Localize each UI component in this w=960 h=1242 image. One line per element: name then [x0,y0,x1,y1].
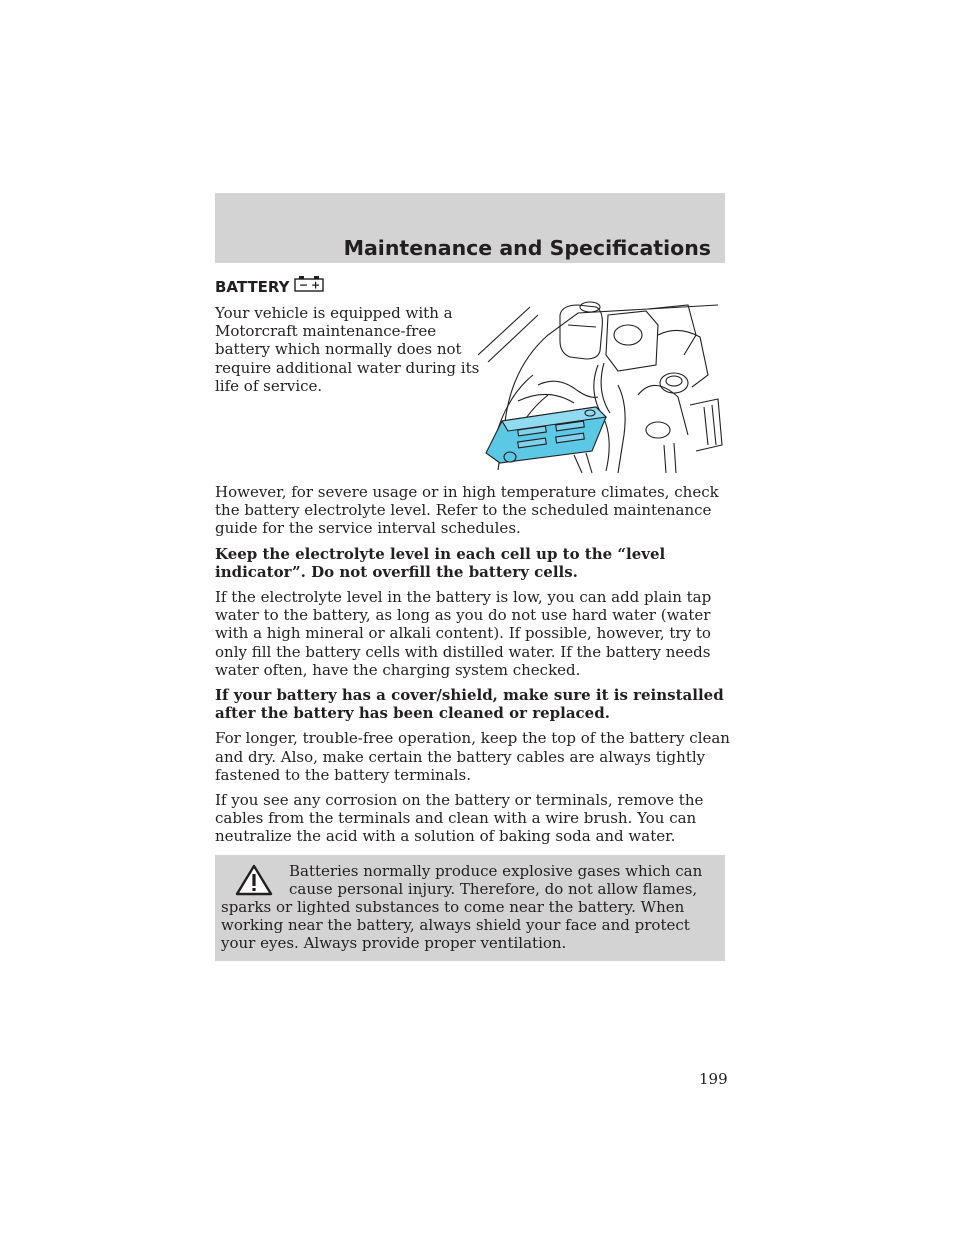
section-heading [215,278,324,296]
engine-compartment-illustration [478,295,730,477]
svg-text:+: + [310,278,320,292]
paragraph-keep-clean: For longer, trouble-free operation, keep the top of the battery clean and dry. Also, make certain the battery cables are always tightly fastened to the battery terminals. [215,729,730,784]
body-text [215,483,730,961]
battery-icon [294,276,324,296]
section-header-band [215,193,725,263]
page-number: 199 [699,1070,728,1088]
paragraph-corrosion: If you see any corrosion on the battery or terminals, remove the cables from the terminals and clean with a wire brush. You can neutralize the acid with a solution of baking soda and water. [215,791,704,846]
section-heading-text: BATTERY [215,278,290,296]
paragraph-cover-shield: If your battery has a cover/shield, make sure it is reinstalled after the battery has been cleaned or replaced. [215,686,724,723]
warning-triangle-icon [235,864,273,896]
warning-text: Batteries normally produce explosive gases which can cause personal injury. Therefore, do not allow flames, sparks or lighted substances to come near the battery. When working near the battery, always shield your face and protect your eyes. Always provide proper ventilation. [221,861,703,953]
paragraph-electrolyte-level-warning: Keep the electrolyte level in each cell up to the “level indicator”. Do not overfill the battery cells. [215,544,666,581]
warning-box [215,855,725,961]
paragraph-severe-usage: However, for severe usage or in high temperature climates, check the battery electrolyte level. Refer to the scheduled maintenance guide for the service interval schedules. [215,483,719,538]
page-section-title: Maintenance and Specifications [343,236,711,260]
intro-paragraph: Your vehicle is equipped with a Motorcraft maintenance-free battery which normally does not require additional water during its life of service. [215,304,480,395]
svg-text:−: − [298,278,308,292]
paragraph-add-water: If the electrolyte level in the battery is low, you can add plain tap water to the battery, as long as you do not use hard water (water with a high mineral or alkali content). If possible, however, try to only fill the battery cells with distilled water. If the battery needs water often, have the charging system checked. [215,588,712,679]
